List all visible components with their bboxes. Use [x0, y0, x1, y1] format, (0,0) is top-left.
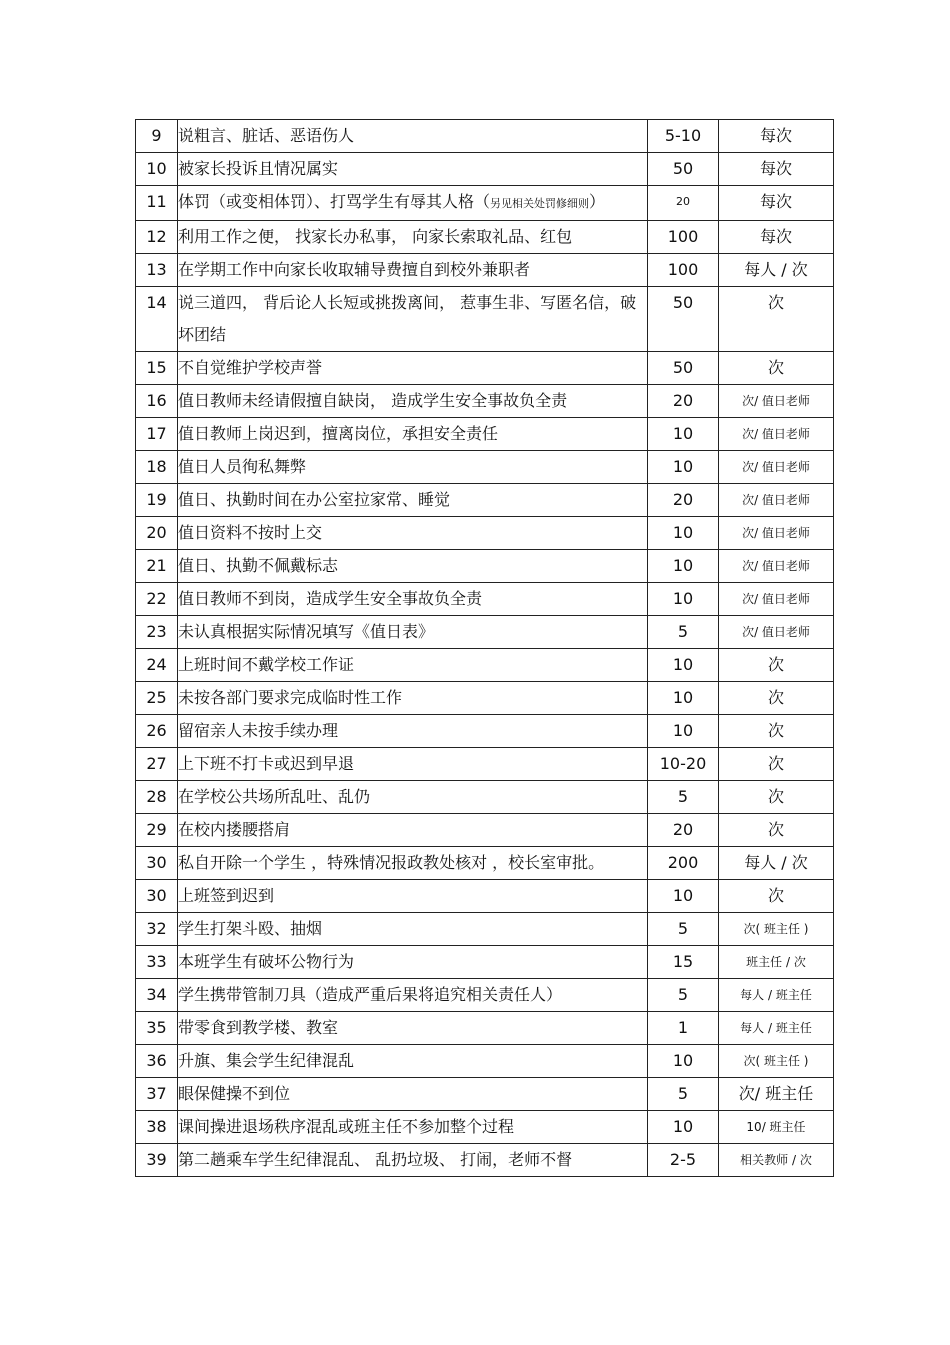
row-description: 值日资料不按时上交 [178, 517, 648, 550]
table-row [136, 1111, 834, 1144]
row-score: 50 [648, 287, 719, 352]
row-unit: 次 [719, 715, 834, 748]
row-score: 10 [648, 583, 719, 616]
table-row [136, 1078, 834, 1111]
row-score: 5 [648, 913, 719, 946]
row-number: 19 [136, 484, 178, 517]
table-row [136, 979, 834, 1012]
row-description: 说三道四， 背后论人长短或挑拨离间， 惹事生非、写匿名信，破坏团结 [178, 287, 648, 352]
row-number: 30 [136, 880, 178, 913]
row-unit: 次/ 班主任 [719, 1078, 834, 1111]
table-row [136, 847, 834, 880]
row-description: 本班学生有破坏公物行为 [178, 946, 648, 979]
row-number: 29 [136, 814, 178, 847]
row-description: 不自觉维护学校声誉 [178, 352, 648, 385]
row-unit: 次 [719, 352, 834, 385]
row-score: 5-10 [648, 120, 719, 153]
table-row [136, 1144, 834, 1177]
row-description-note: 另见相关处罚修细则 [490, 197, 590, 210]
row-number: 34 [136, 979, 178, 1012]
row-description: 未按各部门要求完成临时性工作 [178, 682, 648, 715]
row-number: 39 [136, 1144, 178, 1177]
row-number: 17 [136, 418, 178, 451]
row-unit: 相关教师 / 次 [719, 1144, 834, 1177]
row-unit: 每次 [719, 153, 834, 186]
row-description: 在校内搂腰搭肩 [178, 814, 648, 847]
row-score: 10 [648, 550, 719, 583]
row-number: 13 [136, 254, 178, 287]
row-number: 22 [136, 583, 178, 616]
row-description: 值日人员徇私舞弊 [178, 451, 648, 484]
row-description: 在学期工作中向家长收取辅导费擅自到校外兼职者 [178, 254, 648, 287]
row-description: 第二趟乘车学生纪律混乱、 乱扔垃圾、 打闹，老师不督 [178, 1144, 648, 1177]
row-unit: 次/ 值日老师 [719, 451, 834, 484]
row-score: 10 [648, 649, 719, 682]
row-unit: 次/ 值日老师 [719, 418, 834, 451]
row-unit: 每次 [719, 120, 834, 153]
table-row [136, 385, 834, 418]
row-unit: 班主任 / 次 [719, 946, 834, 979]
table-row [136, 186, 834, 221]
row-score: 20 [648, 385, 719, 418]
row-description: 上班时间不戴学校工作证 [178, 649, 648, 682]
row-description: 学生携带管制刀具（造成严重后果将追究相关责任人） [178, 979, 648, 1012]
row-score: 10 [648, 1045, 719, 1078]
table-row [136, 748, 834, 781]
row-number: 16 [136, 385, 178, 418]
table-row [136, 616, 834, 649]
row-description: 留宿亲人未按手续办理 [178, 715, 648, 748]
table-row [136, 913, 834, 946]
table-row [136, 715, 834, 748]
row-unit: 次/ 值日老师 [719, 385, 834, 418]
row-description: 带零食到教学楼、教室 [178, 1012, 648, 1045]
row-number: 28 [136, 781, 178, 814]
row-score: 10 [648, 517, 719, 550]
row-number: 38 [136, 1111, 178, 1144]
row-description: 私自开除一个学生 ，特殊情况报政教处核对 ，校长室审批。 [178, 847, 648, 880]
row-unit: 每人 / 班主任 [719, 979, 834, 1012]
row-unit: 每人 / 班主任 [719, 1012, 834, 1045]
table-row [136, 221, 834, 254]
row-number: 18 [136, 451, 178, 484]
table-row [136, 649, 834, 682]
row-number: 26 [136, 715, 178, 748]
row-number: 9 [136, 120, 178, 153]
row-description: 上班签到迟到 [178, 880, 648, 913]
row-description-text: 体罚（或变相体罚）、打骂学生有辱其人格（ [178, 192, 491, 211]
row-number: 30 [136, 847, 178, 880]
row-description: 值日教师上岗迟到，擅离岗位，承担安全责任 [178, 418, 648, 451]
table-row [136, 814, 834, 847]
table-row [136, 287, 834, 352]
row-description: 升旗、集会学生纪律混乱 [178, 1045, 648, 1078]
row-number: 23 [136, 616, 178, 649]
table-row [136, 451, 834, 484]
row-number: 35 [136, 1012, 178, 1045]
row-description: 说粗言、脏话、恶语伤人 [178, 120, 648, 153]
row-score: 5 [648, 781, 719, 814]
row-number: 37 [136, 1078, 178, 1111]
row-description: 上下班不打卡或迟到早退 [178, 748, 648, 781]
row-score: 10 [648, 1111, 719, 1144]
row-unit: 次/ 值日老师 [719, 616, 834, 649]
row-unit: 每次 [719, 186, 834, 221]
row-score: 10 [648, 715, 719, 748]
row-score: 20 [648, 814, 719, 847]
row-unit: 次 [719, 287, 834, 352]
row-number: 25 [136, 682, 178, 715]
table-row [136, 484, 834, 517]
row-unit: 次 [719, 748, 834, 781]
row-score: 20 [648, 186, 719, 221]
row-score: 200 [648, 847, 719, 880]
row-description [178, 186, 648, 221]
row-unit: 每次 [719, 221, 834, 254]
table-row [136, 352, 834, 385]
row-description: 值日、执勤时间在办公室拉家常、睡觉 [178, 484, 648, 517]
row-number: 36 [136, 1045, 178, 1078]
table-row [136, 153, 834, 186]
table-row [136, 1045, 834, 1078]
row-number: 32 [136, 913, 178, 946]
row-score: 10 [648, 682, 719, 715]
row-number: 20 [136, 517, 178, 550]
row-description: 在学校公共场所乱吐、乱仍 [178, 781, 648, 814]
table-row [136, 1012, 834, 1045]
row-description: 学生打架斗殴、抽烟 [178, 913, 648, 946]
table-row [136, 254, 834, 287]
row-description: 值日教师未经请假擅自缺岗， 造成学生安全事故负全责 [178, 385, 648, 418]
row-unit: 次( 班主任 ) [719, 1045, 834, 1078]
row-score: 10 [648, 418, 719, 451]
row-description: 利用工作之便， 找家长办私事， 向家长索取礼品、红包 [178, 221, 648, 254]
row-description: 课间操进退场秩序混乱或班主任不参加整个过程 [178, 1111, 648, 1144]
row-score: 100 [648, 221, 719, 254]
row-score: 10 [648, 451, 719, 484]
row-description: 眼保健操不到位 [178, 1078, 648, 1111]
row-score: 5 [648, 616, 719, 649]
row-unit: 次/ 值日老师 [719, 550, 834, 583]
row-unit: 次 [719, 880, 834, 913]
row-number: 15 [136, 352, 178, 385]
row-description-end: ） [589, 192, 606, 211]
table-row [136, 120, 834, 153]
table-row [136, 517, 834, 550]
row-score: 100 [648, 254, 719, 287]
row-unit: 次 [719, 781, 834, 814]
row-score: 5 [648, 1078, 719, 1111]
rules-table [135, 119, 834, 1177]
row-unit: 次( 班主任 ) [719, 913, 834, 946]
table-row [136, 418, 834, 451]
row-number: 21 [136, 550, 178, 583]
table-row [136, 880, 834, 913]
row-number: 27 [136, 748, 178, 781]
row-unit: 每人 / 次 [719, 254, 834, 287]
row-unit: 次/ 值日老师 [719, 583, 834, 616]
row-description: 未认真根据实际情况填写《值日表》 [178, 616, 648, 649]
row-unit: 10/ 班主任 [719, 1111, 834, 1144]
row-score: 2-5 [648, 1144, 719, 1177]
row-number: 12 [136, 221, 178, 254]
row-score: 20 [648, 484, 719, 517]
row-score: 10-20 [648, 748, 719, 781]
row-number: 24 [136, 649, 178, 682]
row-number: 14 [136, 287, 178, 352]
row-unit: 次 [719, 814, 834, 847]
row-unit: 每人 / 次 [719, 847, 834, 880]
table-row [136, 682, 834, 715]
row-score: 50 [648, 153, 719, 186]
row-score: 50 [648, 352, 719, 385]
row-number: 11 [136, 186, 178, 221]
row-description: 值日、执勤不佩戴标志 [178, 550, 648, 583]
table-row [136, 946, 834, 979]
row-description: 值日教师不到岗，造成学生安全事故负全责 [178, 583, 648, 616]
row-unit: 次 [719, 682, 834, 715]
table-row [136, 550, 834, 583]
row-number: 10 [136, 153, 178, 186]
row-number: 33 [136, 946, 178, 979]
row-score: 15 [648, 946, 719, 979]
table-row [136, 781, 834, 814]
row-unit: 次/ 值日老师 [719, 517, 834, 550]
row-unit: 次/ 值日老师 [719, 484, 834, 517]
row-description: 被家长投诉且情况属实 [178, 153, 648, 186]
row-score: 10 [648, 880, 719, 913]
row-score: 1 [648, 1012, 719, 1045]
row-score: 5 [648, 979, 719, 1012]
row-unit: 次 [719, 649, 834, 682]
table-row [136, 583, 834, 616]
